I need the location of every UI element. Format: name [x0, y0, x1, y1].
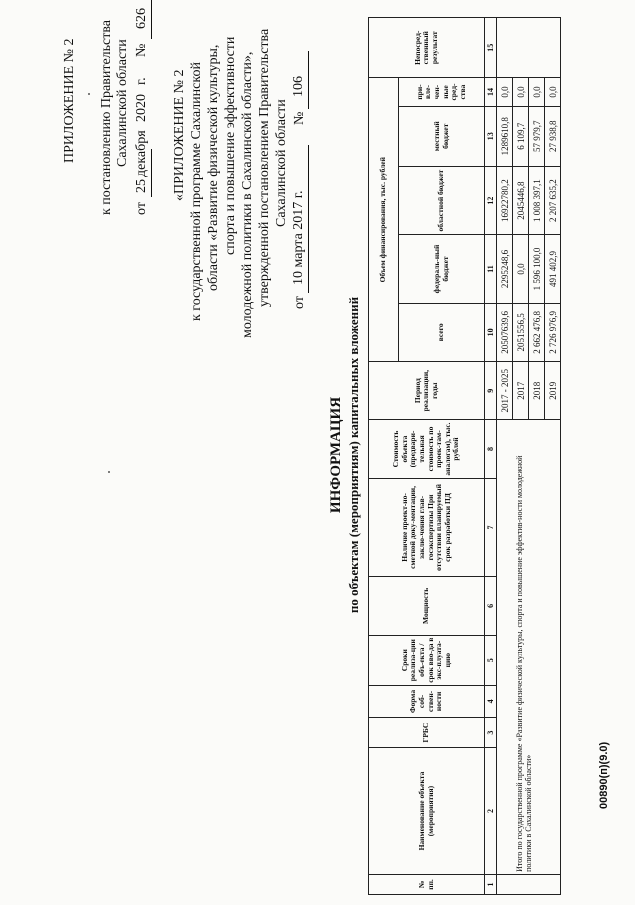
col-number: 13: [485, 106, 497, 166]
col-number: 8: [485, 420, 497, 478]
appendix-number: 626: [134, 8, 149, 29]
row-total: 2 662 476,8: [529, 303, 545, 361]
header-psd: Наличие проект-но-сметной доку-ментации, заклю-чения глав-госэкспертизы При отсутствии планируемый срок разработки ПД: [369, 478, 485, 577]
annex-line-5: утвержденной постановлением Правительства: [257, 28, 272, 307]
header-name: Наименование объекта (мероприятия): [369, 748, 485, 875]
annex-number: 106: [291, 76, 306, 97]
annex-date-prefix: от: [292, 296, 307, 309]
header-result: Непосред-ственный результат: [369, 18, 485, 78]
col-number: 11: [485, 235, 497, 303]
col-number: 15: [485, 18, 497, 78]
col-number: 12: [485, 166, 497, 234]
footer-code: 00890(п)(9.0): [598, 741, 610, 809]
header-power: Мощность: [369, 577, 485, 635]
row-regional: 2 207 635,2: [545, 166, 561, 234]
col-number: 6: [485, 577, 497, 635]
capital-investment-table: [368, 17, 561, 895]
row-attracted: 0,0: [529, 78, 545, 106]
row-federal: 491 402,9: [545, 235, 561, 303]
row-regional: 2045446,8: [513, 166, 529, 234]
page-subtitle: по объектам (мероприятиям) капитальных вложений: [346, 296, 361, 614]
row-period: 2017: [513, 362, 529, 420]
annex-line-6: Сахалинской области: [274, 99, 289, 227]
header-local: местный бюджет: [399, 106, 485, 166]
row-regional: 1 008 397,1: [529, 166, 545, 234]
col-number: 3: [485, 718, 497, 748]
row-total: 20507639,6: [497, 303, 513, 361]
col-number: 5: [485, 635, 497, 685]
appendix-to-decree: к постановлению Правительства: [99, 19, 114, 215]
col-number: 14: [485, 78, 497, 106]
annex-line-4: молодежной политики в Сахалинской области»,: [240, 51, 255, 338]
row-result: [497, 18, 561, 78]
row-federal: 1 596 100,0: [529, 235, 545, 303]
col-number: 10: [485, 303, 497, 361]
header-cost: Стоимость объекта (предвари-тельная стоимость по проек-там-аналогам), тыс. рублей: [369, 420, 485, 478]
col-number: 4: [485, 685, 497, 717]
row-period: 2018: [529, 362, 545, 420]
annex-date-line: [308, 145, 309, 293]
row-federal: 0,0: [513, 235, 529, 303]
header-finance: Объем финансирования, тыс. рублей: [369, 78, 399, 362]
row-local: 27 938,8: [545, 106, 561, 166]
col-number: 1: [485, 874, 497, 894]
header-total: всего: [399, 303, 485, 361]
header-ownership: Форма соб-ствен-ности: [369, 685, 485, 717]
row-attracted: 0,0: [545, 78, 561, 106]
appendix-region: Сахалинской области: [115, 39, 130, 167]
scan-speck: [88, 93, 90, 95]
appendix-year-suffix: г.: [134, 77, 149, 85]
appendix-title: ПРИЛОЖЕНИЕ № 2: [62, 38, 77, 163]
appendix-month: декабря: [134, 130, 149, 177]
annex-date: 10 марта 2017 г.: [291, 190, 306, 285]
annex-number-label: №: [292, 111, 307, 125]
row-local: 6 109,7: [513, 106, 529, 166]
row-attracted: 0,0: [497, 78, 513, 106]
header-period: Период реализации, годы: [369, 362, 485, 420]
col-number: 7: [485, 478, 497, 577]
appendix-number-line: [151, 0, 152, 39]
annex-line-3: спорта и повышение эффективности: [223, 36, 238, 255]
header-attracted: при-вле-чен-ные сред-ства: [399, 78, 485, 106]
page-title: ИНФОРМАЦИЯ: [328, 396, 344, 514]
annex-title: «ПРИЛОЖЕНИЕ № 2: [172, 69, 187, 201]
header-no: № пп.: [369, 874, 485, 894]
total-label: Итого по государственной программе «Развитие физической культуры, спорта и повышение эффектив-ности молодежной политики в Сахалинской области»: [497, 420, 561, 875]
annex-line-2: области «Развитие физической культуры,: [206, 44, 221, 291]
col-number: 2: [485, 748, 497, 875]
row-period: 2017 - 2025: [497, 362, 513, 420]
annex-line-1: к государственной программе Сахалинской: [189, 62, 204, 321]
header-federal: федераль-ный бюджет: [399, 235, 485, 303]
row-local: 57 979,7: [529, 106, 545, 166]
appendix-day-line: [151, 149, 152, 197]
row-local: 1289610,8: [497, 106, 513, 166]
appendix-day: 25: [134, 179, 149, 193]
appendix-year: 2020: [134, 94, 149, 122]
row-federal: 2295248,6: [497, 235, 513, 303]
header-terms: Сроки реализа-ции объ-екта / срок вво-да в экс-плуата-цию: [369, 635, 485, 685]
row-total: 2051556,5: [513, 303, 529, 361]
col-number: 9: [485, 362, 497, 420]
row-total: 2 726 976,9: [545, 303, 561, 361]
header-regional: областной бюджет: [399, 166, 485, 234]
row-attracted: 0,0: [513, 78, 529, 106]
row-regional: 16922780,2: [497, 166, 513, 234]
row-period: 2019: [545, 362, 561, 420]
table-row: [497, 18, 513, 895]
header-grbs: ГРБС: [369, 718, 485, 748]
appendix-date-prefix: от: [134, 202, 149, 215]
annex-number-line: [308, 51, 309, 109]
row-no-cell: [497, 874, 561, 894]
appendix-number-label: №: [134, 43, 149, 57]
scan-speck: [108, 471, 110, 473]
